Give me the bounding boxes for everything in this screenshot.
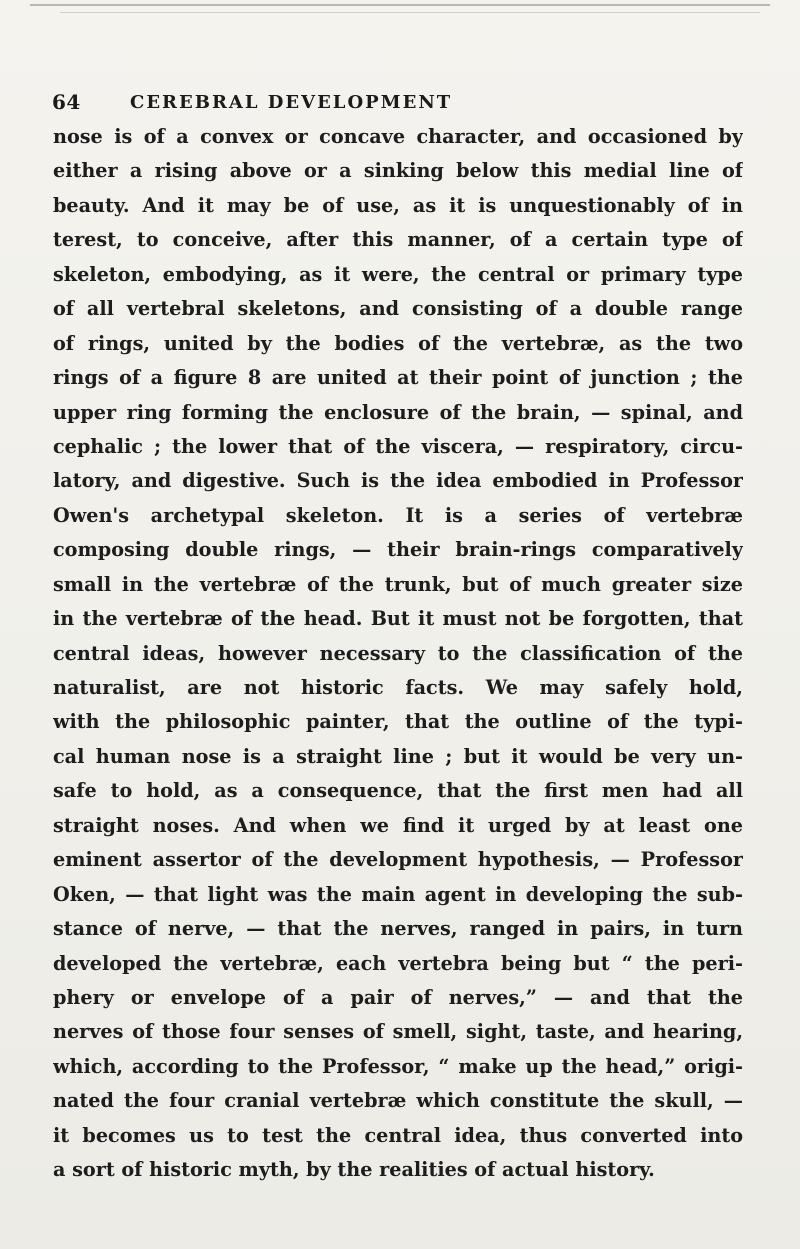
running-head: CEREBRAL DEVELOPMENT xyxy=(130,92,453,113)
text-line: skeleton, embodying, as it were, the central or primary type xyxy=(53,262,743,286)
text-line: developed the vertebræ, each vertebra being but “ the peri- xyxy=(53,951,743,975)
body-paragraph xyxy=(53,120,743,1188)
text-line: latory, and digestive. Such is the idea embodied in Professor xyxy=(53,469,743,493)
text-line: a sort of historic myth, by the realities of actual history. xyxy=(53,1158,655,1182)
text-line: stance of nerve, — that the nerves, ranged in pairs, in turn xyxy=(53,917,743,941)
text-line: with the philosophic painter, that the outline of the typi- xyxy=(53,710,743,734)
text-line: cal human nose is a straight line ; but it would be very un- xyxy=(53,744,743,768)
text-line: small in the vertebræ of the trunk, but of much greater size xyxy=(53,572,743,596)
text-line: rings of a figure 8 are united at their point of junction ; the xyxy=(53,366,743,390)
text-line: upper ring forming the enclosure of the brain, — spinal, and xyxy=(53,400,743,424)
text-line: central ideas, however necessary to the classification of the xyxy=(53,641,743,665)
page-number: 64 xyxy=(52,90,81,114)
text-line: of rings, united by the bodies of the vertebræ, as the two xyxy=(53,331,743,355)
text-line: terest, to conceive, after this manner, of a certain type of xyxy=(53,228,743,252)
text-line: beauty. And it may be of use, as it is unquestionably of in xyxy=(53,193,743,217)
text-line: of all vertebral skeletons, and consisting of a double range xyxy=(53,297,743,321)
text-line: either a rising above or a sinking below this medial line of xyxy=(53,159,743,183)
text-line: phery or envelope of a pair of nerves,” — and that the xyxy=(53,985,743,1009)
text-line: composing double rings, — their brain-rings comparatively xyxy=(53,538,743,562)
text-line: Oken, — that light was the main agent in developing the sub- xyxy=(53,882,743,906)
text-line: nose is of a convex or concave character, and occasioned by xyxy=(53,125,743,148)
text-line: it becomes us to test the central idea, thus converted into xyxy=(53,1123,743,1147)
text-line: in the vertebræ of the head. But it must not be forgotten, that xyxy=(53,607,743,631)
text-line: nerves of those four senses of smell, sight, taste, and hearing, xyxy=(53,1020,743,1044)
text-line: cephalic ; the lower that of the viscera, — respiratory, circu- xyxy=(53,434,743,458)
page-edge-line-faint xyxy=(60,12,760,13)
text-line: eminent assertor of the development hypothesis, — Professor xyxy=(53,848,743,872)
text-line: which, according to the Professor, “ make up the head,” origi- xyxy=(53,1054,743,1078)
text-line: safe to hold, as a consequence, that the first men had all xyxy=(53,779,743,803)
page-header xyxy=(52,90,742,120)
text-line: Owen's archetypal skeleton. It is a series of vertebræ xyxy=(53,503,743,527)
page-edge-line xyxy=(30,4,770,6)
text-line: straight noses. And when we find it urged by at least one xyxy=(53,813,743,837)
text-line: nated the four cranial vertebræ which constitute the skull, — xyxy=(53,1089,743,1113)
text-line: naturalist, are not historic facts. We may safely hold, xyxy=(53,676,743,699)
